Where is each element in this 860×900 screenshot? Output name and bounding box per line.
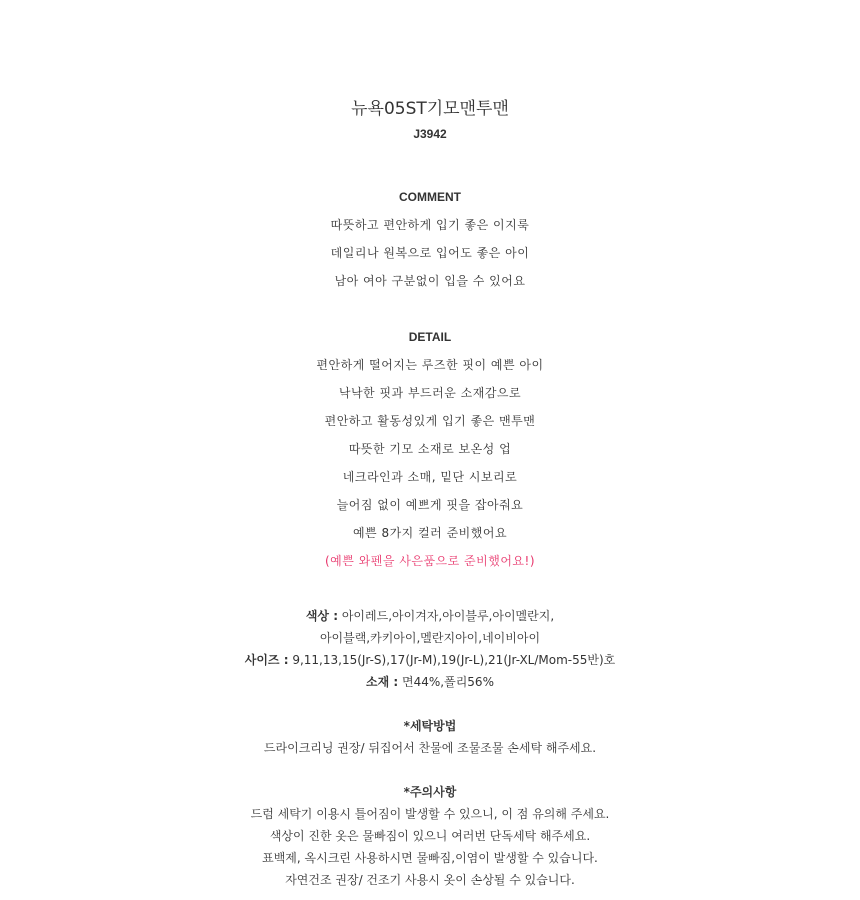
detail-heading: DETAIL bbox=[408, 330, 452, 344]
detail-line: 예쁜 8가지 컬러 준비했어요 bbox=[352, 526, 508, 540]
size-spec bbox=[0, 652, 860, 668]
comment-line: 따뜻하고 편안하게 입기 좋은 이지룩 bbox=[330, 218, 530, 232]
color-value: 아이레드,아이겨자,아이블루,아이멜란지, bbox=[341, 609, 555, 623]
detail-line: 늘어짐 없이 예쁘게 핏을 잡아줘요 bbox=[336, 498, 524, 512]
comment-line: 남아 여아 구분없이 입을 수 있어요 bbox=[334, 274, 526, 288]
detail-line: 편안하게 떨어지는 루즈한 핏이 예쁜 아이 bbox=[316, 358, 544, 372]
caution-line: 드럼 세탁기 이용시 틀어짐이 발생할 수 있으니, 이 점 유의해 주세요. bbox=[250, 807, 610, 821]
caution-heading: *주의사항 bbox=[403, 785, 457, 799]
caution-line: 표백제, 옥시크린 사용하시면 물빠짐,이염이 발생할 수 있습니다. bbox=[262, 851, 598, 865]
washing-heading: *세탁방법 bbox=[403, 719, 457, 733]
material-value: 면44%,폴리56% bbox=[402, 675, 494, 689]
detail-line: 편안하고 활동성있게 입기 좋은 맨투맨 bbox=[324, 414, 536, 428]
size-label: 사이즈 : bbox=[244, 653, 289, 667]
product-code: J3942 bbox=[413, 127, 447, 141]
material-spec bbox=[0, 674, 860, 690]
caution-line: 자연건조 권장/ 건조기 사용시 옷이 손상될 수 있습니다. bbox=[285, 873, 575, 887]
comment-heading: COMMENT bbox=[399, 190, 461, 204]
product-title: 뉴욕05ST기모맨투맨 bbox=[351, 99, 509, 119]
color-label: 색상 : bbox=[305, 609, 338, 623]
detail-line: 따뜻한 기모 소재로 보온성 업 bbox=[348, 442, 512, 456]
size-value: 9,11,13,15(Jr-S),17(Jr-M),19(Jr-L),21(Jr-XL/Mom-55반)호 bbox=[292, 653, 616, 667]
color-spec bbox=[0, 608, 860, 624]
comment-line: 데일리나 원복으로 입어도 좋은 아이 bbox=[330, 246, 530, 260]
detail-line: 네크라인과 소매, 밑단 시보리로 bbox=[342, 470, 518, 484]
washing-instruction: 드라이크리닝 권장/ 뒤집어서 찬물에 조물조물 손세탁 해주세요. bbox=[263, 741, 597, 755]
caution-line: 색상이 진한 옷은 물빠짐이 있으니 여러번 단독세탁 해주세요. bbox=[269, 829, 591, 843]
material-label: 소재 : bbox=[366, 675, 399, 689]
color-value-continued: 아이블랙,카키아이,멜란지아이,네이비아이 bbox=[319, 631, 541, 645]
gift-notice: (예쁜 와펜을 사은품으로 준비했어요!) bbox=[325, 554, 535, 568]
detail-line: 낙낙한 핏과 부드러운 소재감으로 bbox=[338, 386, 522, 400]
